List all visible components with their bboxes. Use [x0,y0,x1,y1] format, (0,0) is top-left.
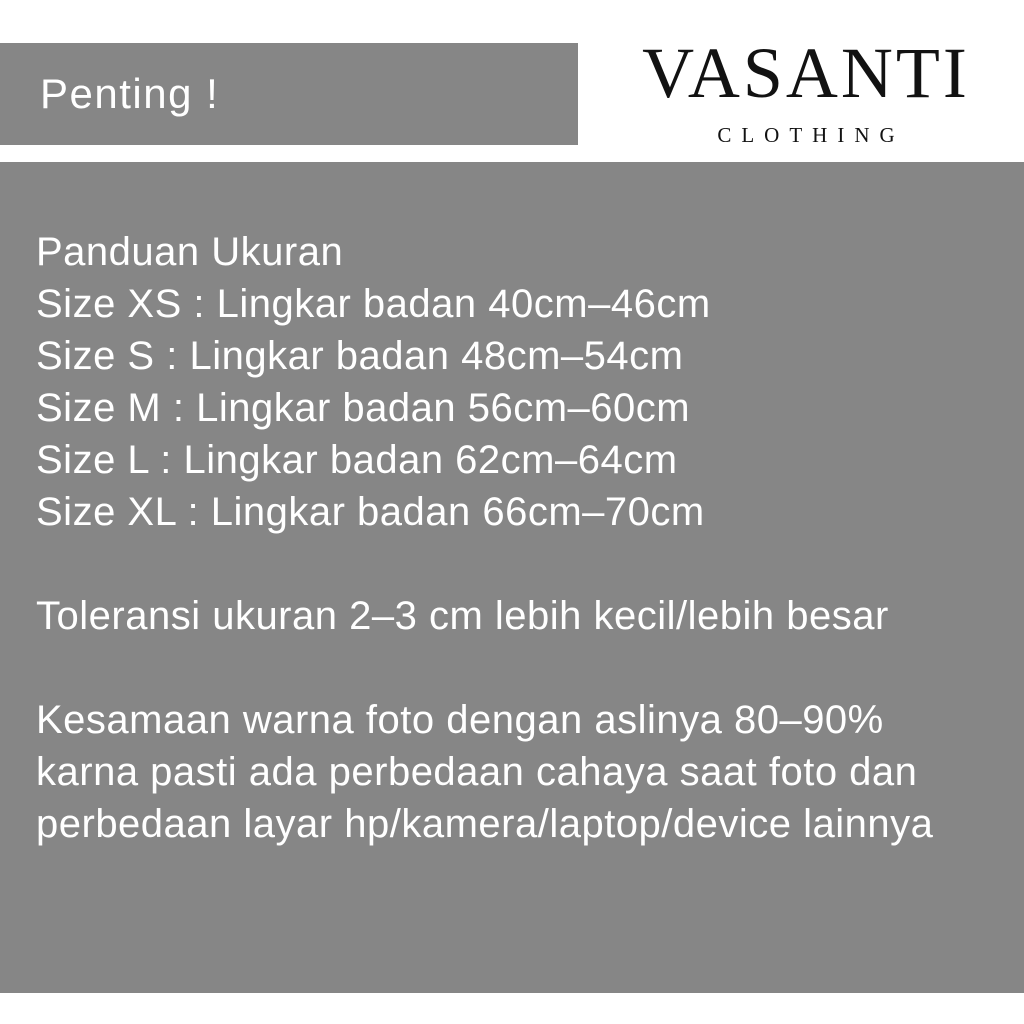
blank-line [36,642,1004,694]
color-note-line-1: Kesamaan warna foto dengan aslinya 80–90% [36,698,884,742]
size-guide-row-xs: Size XS : Lingkar badan 40cm–46cm [36,282,711,326]
size-guide-title: Panduan Ukuran [36,230,344,274]
header-banner [0,43,578,145]
color-note-line-2: karna pasti ada perbedaan cahaya saat foto dan [36,750,918,794]
brand-subtitle: CLOTHING [717,123,905,147]
size-guide-row-l: Size L : Lingkar badan 62cm–64cm [36,438,678,482]
header-title: Penting ! [40,70,220,117]
tolerance-note: Toleransi ukuran 2–3 cm lebih kecil/lebih besar [36,594,889,638]
color-note-line-3: perbedaan layar hp/kamera/laptop/device lainnya [36,802,934,846]
size-guide-row-m: Size M : Lingkar badan 56cm–60cm [36,386,691,430]
brand-name: VASANTI [642,33,970,113]
size-guide-row-s: Size S : Lingkar badan 48cm–54cm [36,334,684,378]
blank-line [36,538,1004,590]
size-guide-row-xl: Size XL : Lingkar badan 66cm–70cm [36,490,705,534]
info-panel [0,162,1024,993]
brand-logo [612,33,1000,147]
